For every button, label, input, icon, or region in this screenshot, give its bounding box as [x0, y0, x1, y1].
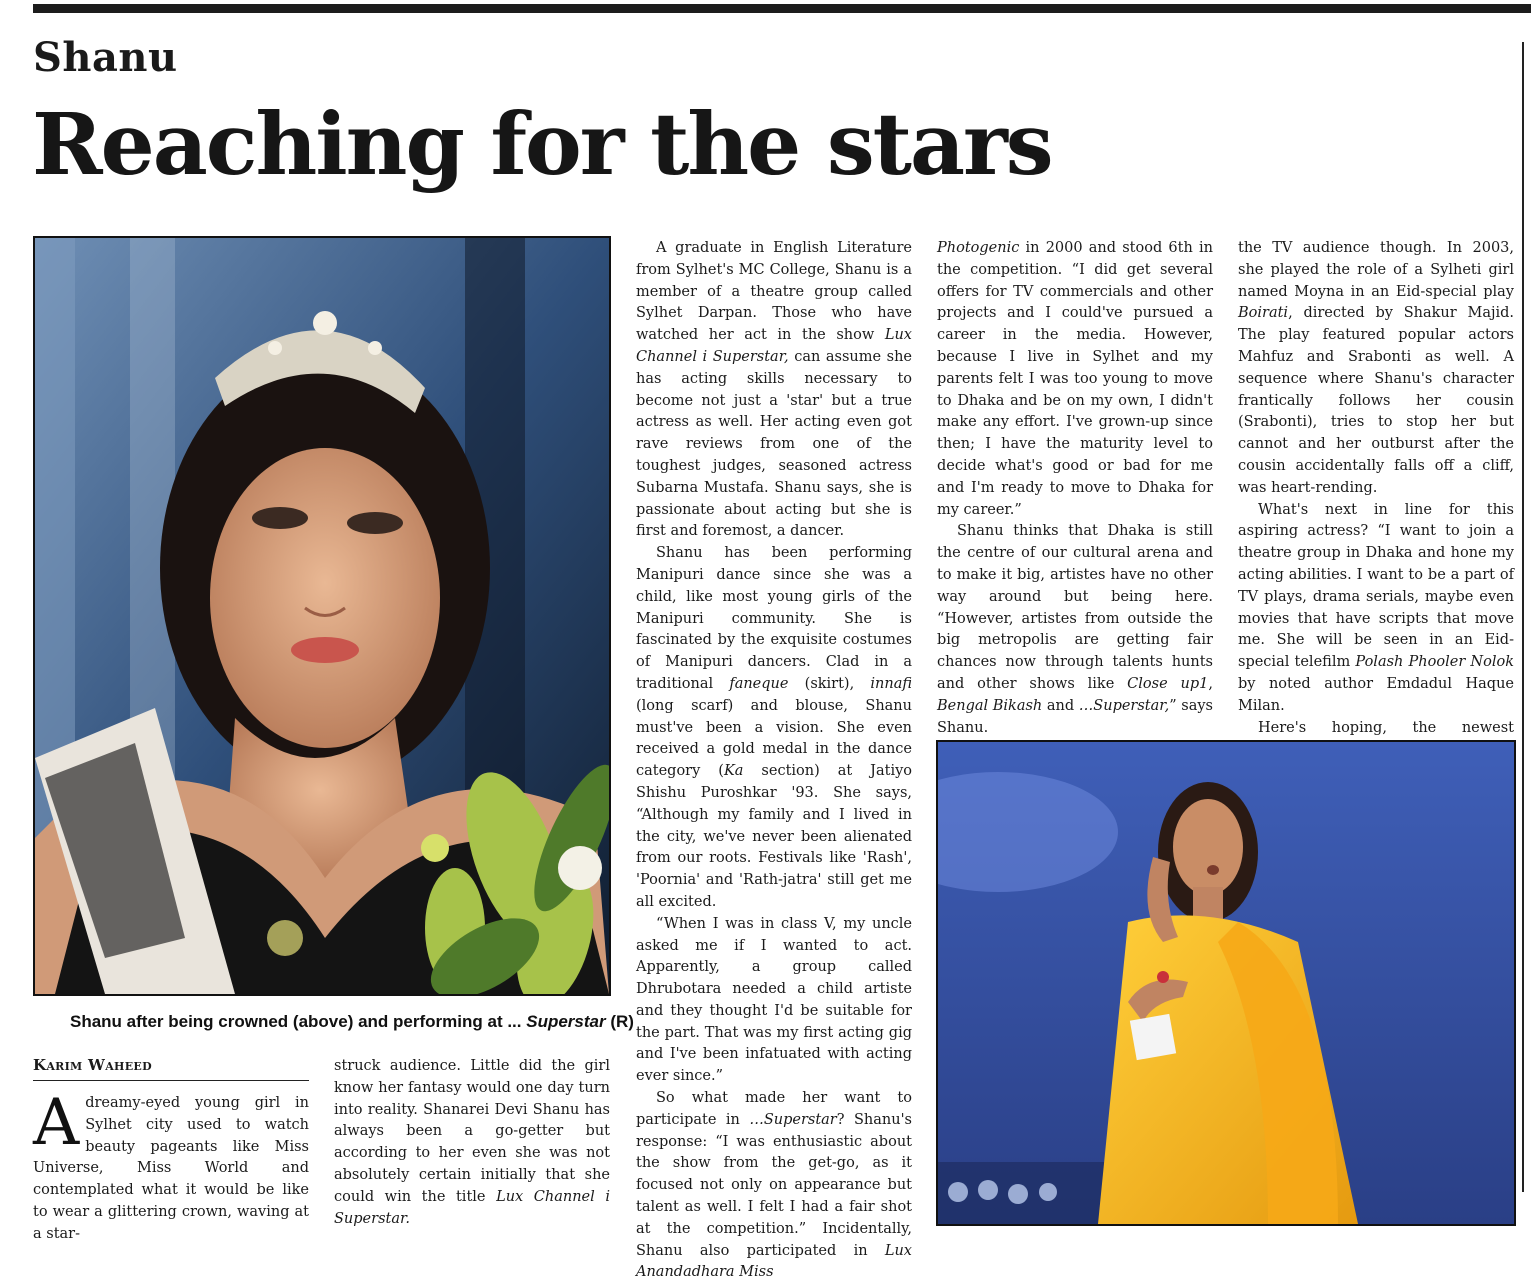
paragraph: Adreamy-eyed young girl in Sylhet city used to watch beauty pageants like Miss Universe, Miss World and contemplated what it would be like to wear a glittering crown, waving at a star-: [33, 1086, 309, 1242]
drop-cap: A: [33, 1086, 80, 1160]
body-column-5: [1238, 238, 1514, 805]
paragraph: Photogenic in 2000 and stood 6th in the competition. “I did get several offers for TV commercials and other projects and I could've pursued a career in the media. However, because I live in Sylhet and my parents felt I was too young to move to Dhaka and be on my own, I didn't make any effort. I've grown-up since then; I have the maturity level to decide what's good or bad for me and I'm ready to move to Dhaka for my career.”: [937, 240, 1213, 518]
article-headline: Reaching for the stars: [32, 95, 1052, 195]
paragraph: the TV audience though. In 2003, she played the role of a Sylheti girl named Moyna in an Eid-special play Boirati, directed by Shakur Majid. The play featured popular actors Mahfuz and Srabonti as well. A sequence where Shanu's character frantically follows her cousin (Srabonti), tries to stop her but cannot and her outburst after the cousin accidentally falls off a cliff, was heart-rending.: [1238, 240, 1514, 496]
paragraph: Shanu has been performing Manipuri dance since she was a child, like most young girls of the Manipuri community. She is fascinated by the exquisite costumes of Manipuri dancers. Clad in a traditional faneque (skirt), innafi (long scarf) and blouse, Shanu must've been a vision. She even received a gold medal in the dance category (Ka section) at Jatiyo Shishu Puroshkar '93. She says, “Although my family and I lived in the city, we've never been alienated from our roots. Festivals like 'Rash', 'Poornia' and 'Rath-jatra' still get me all excited.: [636, 545, 913, 910]
stage-performance-photo: [936, 740, 1516, 1226]
paragraph: struck audience. Little did the girl know her fantasy would one day turn into reality. Shanarei Devi Shanu has always been a go-getter but according to her even she was not absolutely certain initially that she could win the title Lux Channel i Superstar.: [334, 1058, 610, 1227]
byline: Karim Waheed: [33, 1056, 309, 1081]
right-column-rule: [1522, 42, 1524, 1192]
article-kicker: Shanu: [33, 34, 178, 81]
photo-caption: Shanu after being crowned (above) and performing at ... Superstar (R): [70, 1012, 634, 1031]
paragraph: “When I was in class V, my uncle asked me if I wanted to act. Apparently, a group called Dhrubotara needed a child artiste and they thought I'd be suitable for the part. That was my first acting gig and I've been infatuated with acting ever since.”: [636, 915, 912, 1085]
paragraph: Here's hoping, the newest: [1258, 719, 1514, 736]
body-column-3: [636, 238, 912, 1284]
crowned-portrait-photo: [33, 236, 611, 996]
body-column-2: [334, 1056, 610, 1230]
paragraph: A graduate in English Literature from Sylhet's MC College, Shanu is a member of a theatre group called Sylhet Darpan. Those who have watched her act in the show Lux Channel i Superstar, can assume she has acting skills necessary to become not just a 'star' but a true actress as well. Her acting even got rave reviews from one of the toughest judges, seasoned actress Subarna Mustafa. Shanu says, she is passionate about acting but she is first and foremost, a dancer.: [636, 240, 912, 540]
paragraph: Shanu thinks that Dhaka is still the centre of our cultural arena and to make it big, artistes have no other way around but being here. “However, artistes from outside the big metropolis are getting fair chances now through talents hunts and other shows like Close up1, Bengal Bikash and …Superstar,” says Shanu.: [937, 523, 1213, 736]
paragraph: What's next in line for this aspiring actress? “I want to join a theatre group in Dhaka and hone my acting abilities. I want to be a part of TV plays, drama serials, maybe even movies that have scripts that move me. She will be seen in an Eid-special telefilm Polash Phooler Nolok by noted author Emdadul Haque Milan.: [1238, 501, 1515, 714]
body-column-4: [937, 238, 1213, 761]
top-rule: [33, 4, 1531, 13]
body-column-1: [33, 1086, 309, 1246]
paragraph: So what made her want to participate in …Superstar? Shanu's response: “I was enthusiastic about the show from the get-go, as it focused not only on appearance but talent as well. I felt I had a fair shot at the competition.” Incidentally, Shanu also participated in Lux Anandadhara Miss: [636, 1090, 913, 1281]
